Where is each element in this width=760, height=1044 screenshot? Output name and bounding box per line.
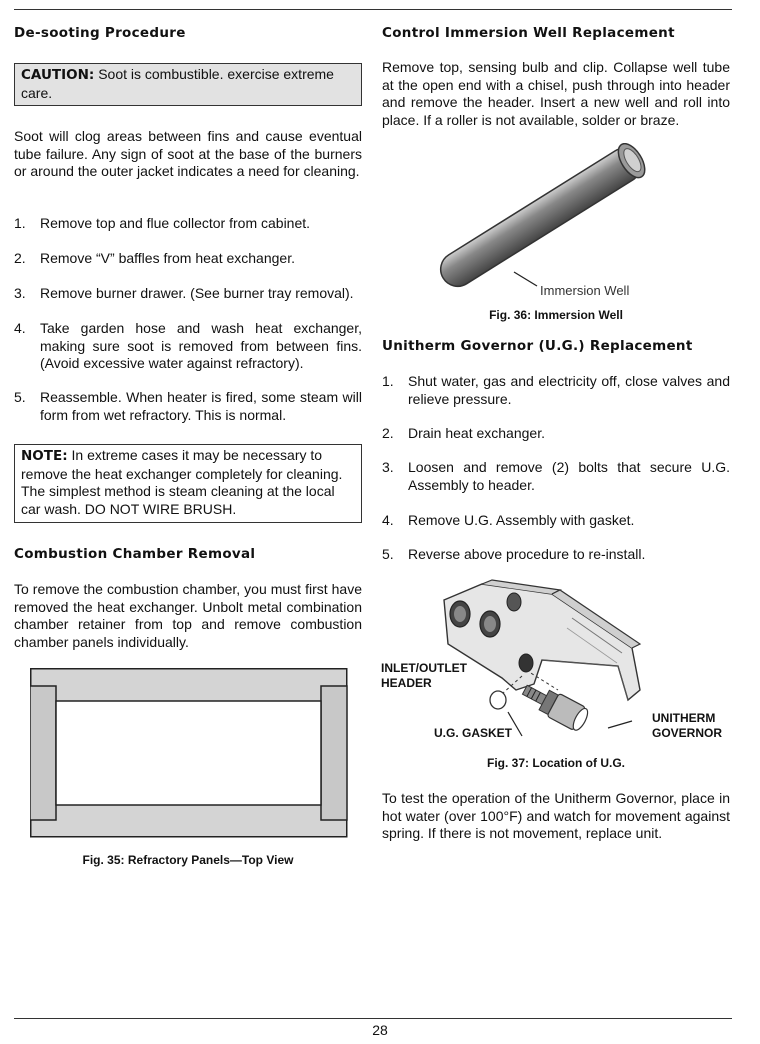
fig36-caption: Fig. 36: Immersion Well — [489, 308, 623, 322]
list-item — [14, 320, 362, 373]
list-number: 3. — [382, 459, 394, 475]
list-item — [14, 285, 362, 303]
list-text: Drain heat exchanger. — [408, 425, 545, 441]
refractory-panels-figure — [30, 668, 350, 838]
page-number: 28 — [372, 1022, 388, 1038]
list-item — [14, 250, 362, 268]
list-text: Reverse above procedure to re-install. — [408, 546, 646, 562]
desooting-heading: De-sooting Procedure — [14, 25, 186, 41]
caution-box — [14, 63, 362, 106]
fig37-governor-label: UNITHERM GOVERNOR — [652, 711, 723, 740]
list-number: 4. — [382, 512, 394, 528]
fig35-caption: Fig. 35: Refractory Panels—Top View — [82, 853, 294, 867]
combustion-heading: Combustion Chamber Removal — [14, 546, 256, 562]
list-number: 3. — [14, 285, 26, 301]
list-item — [382, 546, 730, 564]
fig36-label: Immersion Well — [540, 283, 630, 298]
fig37-caption: Fig. 37: Location of U.G. — [487, 756, 625, 770]
bottom-rule — [14, 1018, 732, 1019]
list-text: Take garden hose and wash heat exchanger, making sure soot is removed from between fins. (Avoid excessive water against refractory). — [40, 320, 362, 371]
list-number: 4. — [14, 320, 26, 336]
immersion-well-figure — [434, 143, 674, 303]
list-text: Remove burner drawer. (See burner tray removal). — [40, 285, 354, 301]
list-item — [382, 512, 730, 530]
ug-heading: Unitherm Governor (U.G.) Replacement — [382, 338, 693, 354]
list-text: Reassemble. When heater is fired, some steam will form from wet refractory. This is normal. — [40, 389, 362, 423]
list-text: Remove “V” baffles from heat exchanger. — [40, 250, 295, 266]
list-item — [14, 215, 362, 233]
list-text: Remove top and flue collector from cabinet. — [40, 215, 311, 231]
desooting-intro: Soot will clog areas between fins and cause eventual tube failure. Any sign of soot at the base of the burners or around the outer jacket indicates a need for cleaning. — [14, 128, 362, 179]
list-number: 2. — [382, 425, 394, 441]
list-number: 5. — [14, 389, 26, 405]
list-number: 1. — [382, 373, 394, 389]
note-label: NOTE: — [21, 448, 68, 464]
list-number: 2. — [14, 250, 26, 266]
fig37-gasket-label: U.G. GASKET — [434, 726, 513, 740]
list-text: Remove U.G. Assembly with gasket. — [408, 512, 635, 528]
immersion-text: Remove top, sensing bulb and clip. Collapse well tube at the open end with a chisel, push through into header and remove the header. Insert a new well and roll into place. If a roller is not available, solder or braze. — [382, 59, 730, 128]
caution-label: CAUTION: — [21, 67, 95, 83]
list-item — [382, 425, 730, 443]
note-text: In extreme cases it may be necessary to remove the heat exchanger completely for cleaning. The simplest method is steam cleaning at the local car wash. DO NOT WIRE BRUSH. — [21, 447, 343, 517]
fig37-inlet-label: INLET/OUTLET HEADER — [381, 661, 467, 690]
caution-text: Soot is combustible. exercise extreme care. — [21, 66, 334, 101]
top-rule — [14, 9, 732, 10]
list-item — [14, 389, 362, 424]
list-text: Loosen and remove (2) bolts that secure U.G. Assembly to header. — [408, 459, 730, 493]
list-number: 1. — [14, 215, 26, 231]
list-item — [382, 373, 730, 408]
list-item — [382, 459, 730, 494]
list-text: Shut water, gas and electricity off, close valves and relieve pressure. — [408, 373, 730, 407]
ug-test-text: To test the operation of the Unitherm Governor, place in hot water (over 100°F) and watch for movement against spring. If there is not movement, replace unit. — [382, 790, 730, 841]
combustion-text: To remove the combustion chamber, you must first have removed the heat exchanger. Unbolt metal combination chamber retainer from top and remove combustion chamber panels individually. — [14, 581, 362, 650]
list-number: 5. — [382, 546, 394, 562]
immersion-heading: Control Immersion Well Replacement — [382, 25, 675, 41]
note-box — [14, 444, 362, 523]
